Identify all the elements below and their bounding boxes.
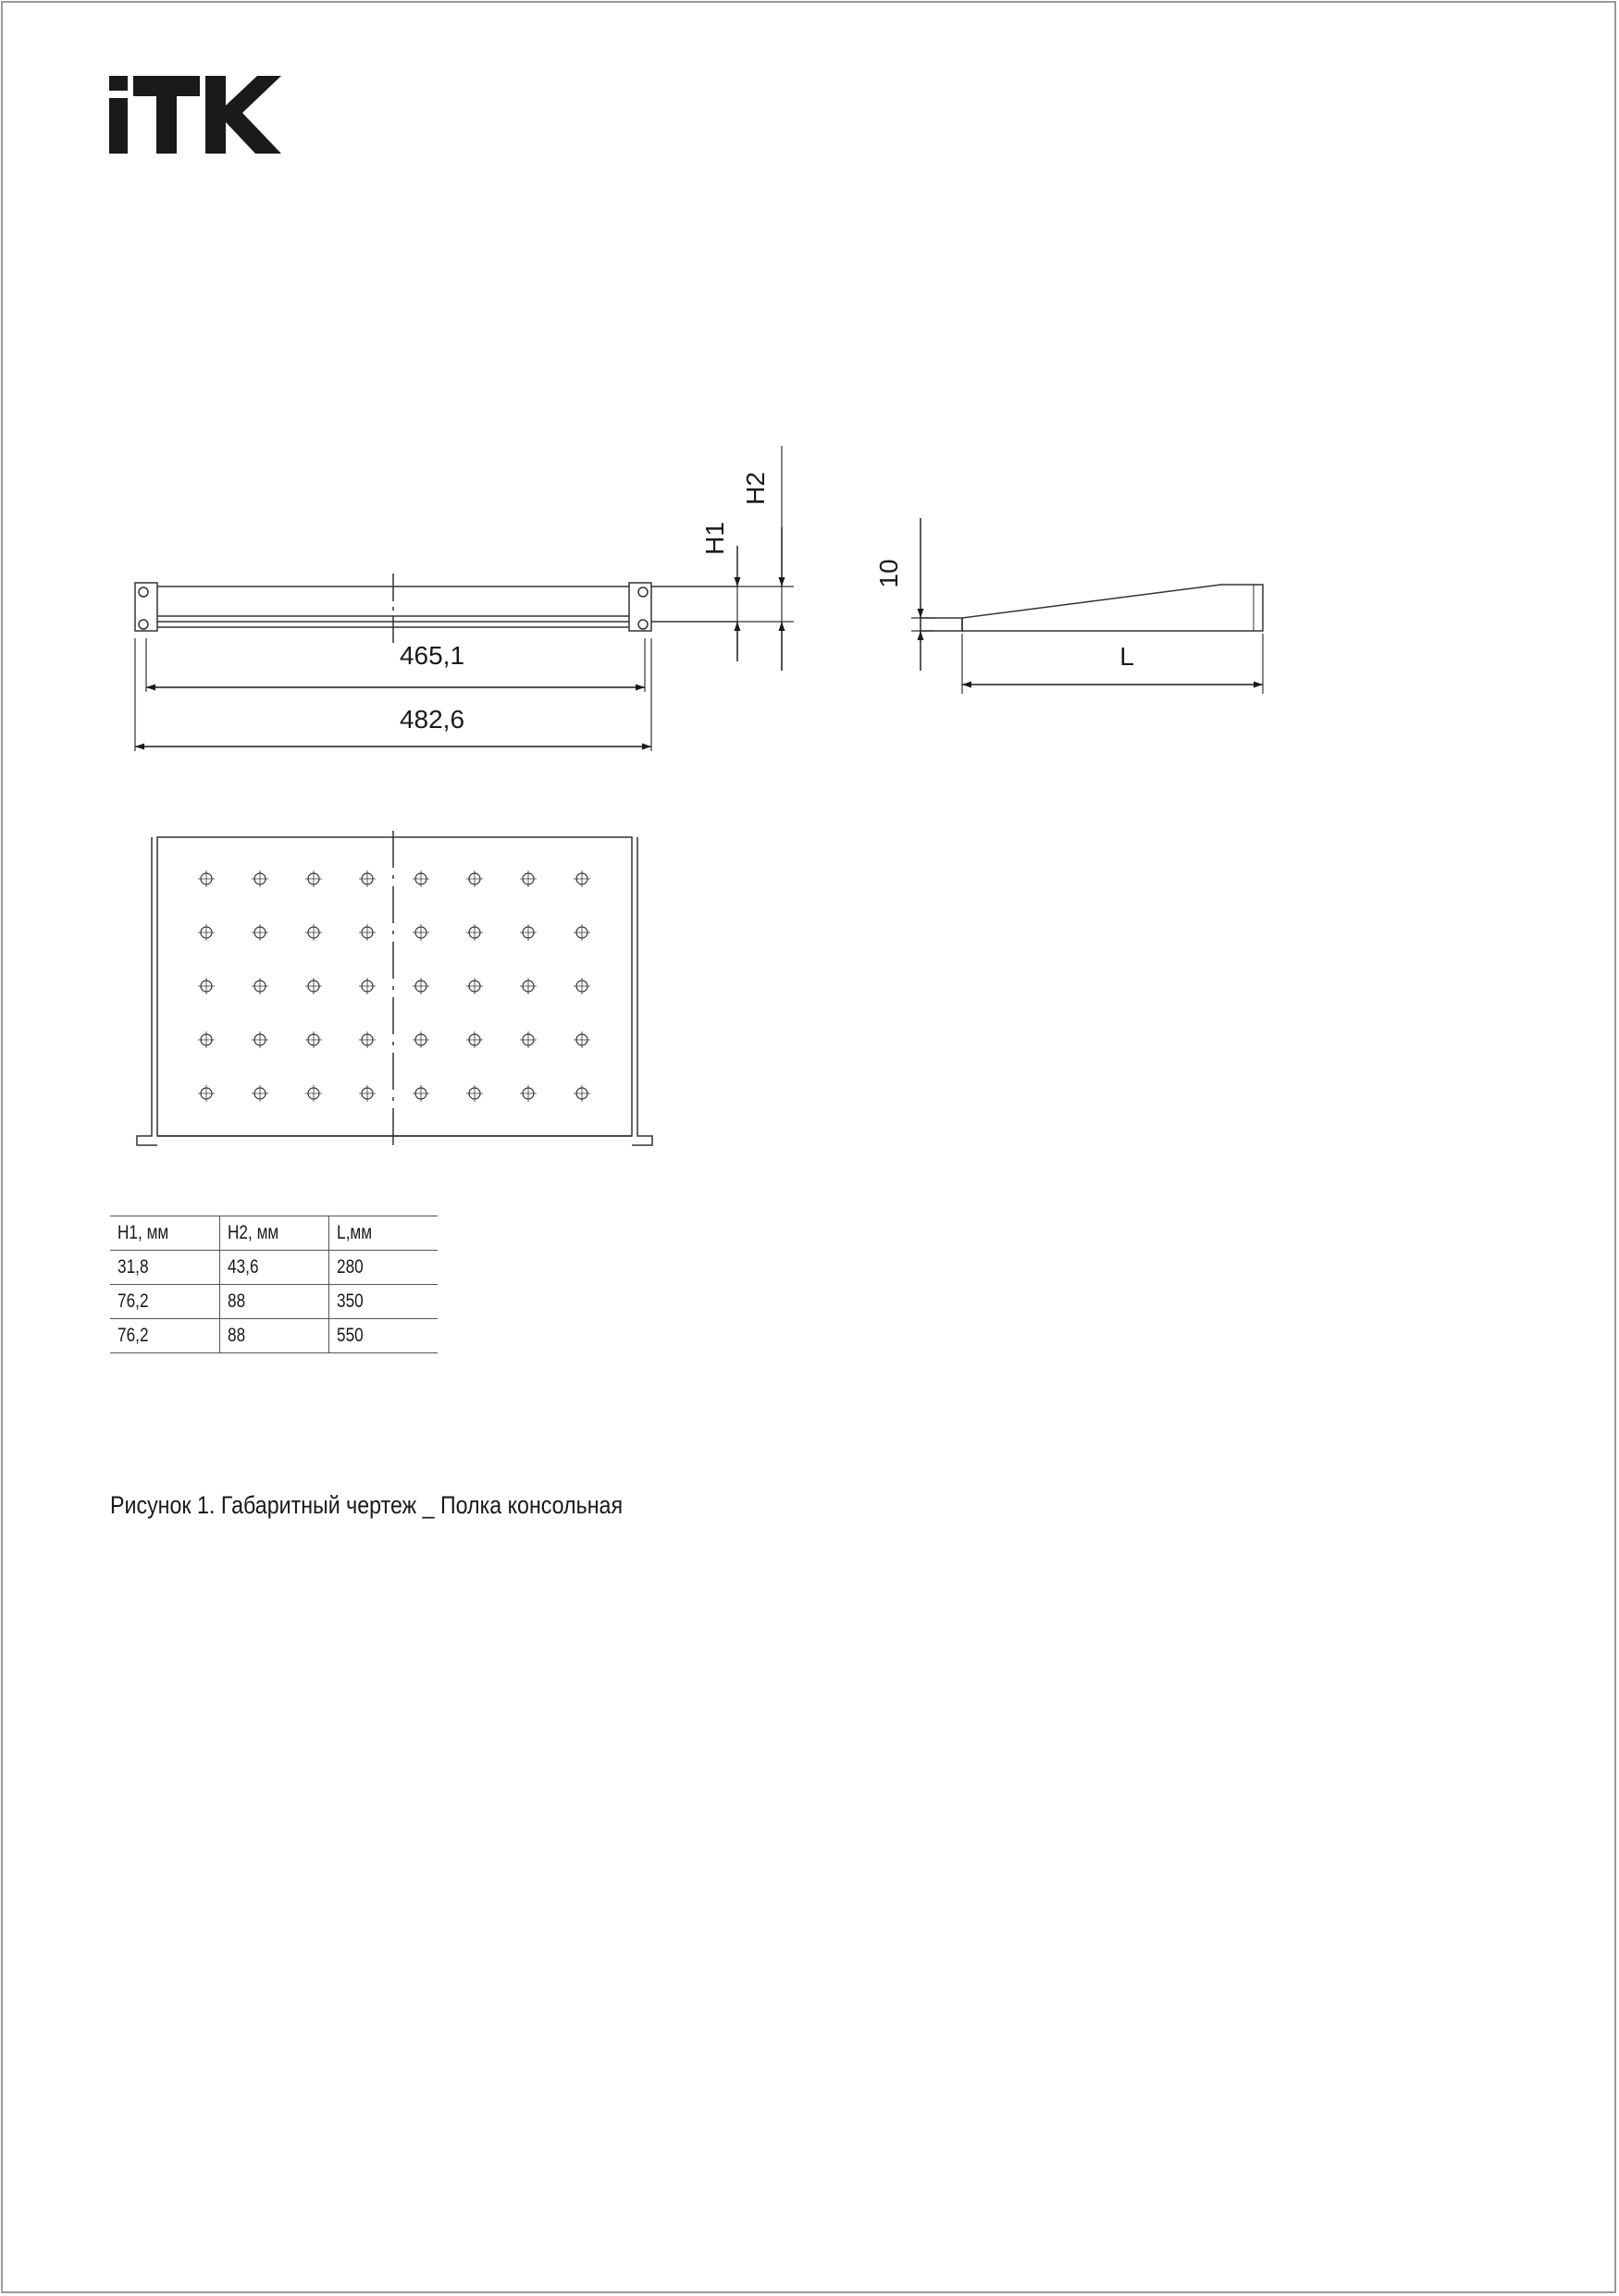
hole-crosshair: [413, 870, 429, 887]
hole-crosshair: [466, 924, 483, 941]
table-header-row: [110, 1216, 438, 1251]
hole-crosshair: [466, 1031, 483, 1048]
hole-crosshair: [198, 870, 215, 887]
hole-crosshair: [413, 978, 429, 994]
dim-10-label: 10: [874, 559, 903, 588]
cell-h1: 76,2: [110, 1285, 219, 1319]
dim-l-label: L: [1119, 642, 1134, 671]
hole-crosshair: [198, 924, 215, 941]
dim-h2-label: H2: [741, 472, 770, 505]
hole-crosshair: [252, 1031, 268, 1048]
cell-l: 280: [328, 1251, 438, 1285]
hole-crosshair: [359, 870, 376, 887]
hole-crosshair: [359, 1031, 376, 1048]
cell-l: 350: [328, 1285, 438, 1319]
cell-h2: 43,6: [219, 1251, 328, 1285]
figure-caption: Рисунок 1. Габаритный чертеж _ Полка консольная: [110, 1491, 624, 1519]
table-row: [110, 1319, 438, 1353]
hole-crosshair: [413, 924, 429, 941]
hole-crosshair: [466, 978, 483, 994]
hole-crosshair: [466, 870, 483, 887]
hole-crosshair: [305, 978, 322, 994]
hole-crosshair: [359, 1085, 376, 1102]
hole-crosshair: [252, 870, 268, 887]
hole-crosshair: [574, 1031, 590, 1048]
header-h1: H1, мм: [110, 1216, 219, 1251]
hole-crosshair: [520, 978, 537, 994]
dim-465: 465,1: [399, 641, 465, 670]
hole-crosshair: [198, 1085, 215, 1102]
cell-h2: 88: [219, 1319, 328, 1353]
hole-crosshair: [574, 924, 590, 941]
hole-crosshair: [305, 924, 322, 941]
dim-482: 482,6: [399, 705, 465, 734]
hole-crosshair: [574, 870, 590, 887]
hole-crosshair: [413, 1085, 429, 1102]
hole-crosshair: [252, 1085, 268, 1102]
hole-crosshair: [359, 978, 376, 994]
spec-table: [110, 1216, 438, 1353]
header-l: L,мм: [328, 1216, 438, 1251]
hole-crosshair: [520, 924, 537, 941]
hole-crosshair: [252, 978, 268, 994]
hole-crosshair: [198, 978, 215, 994]
hole-crosshair: [466, 1085, 483, 1102]
mounting-holes: [198, 870, 590, 1102]
hole-crosshair: [305, 870, 322, 887]
dim-h1-label: H1: [700, 522, 729, 555]
hole-crosshair: [413, 1031, 429, 1048]
hole-crosshair: [359, 924, 376, 941]
hole-crosshair: [574, 1085, 590, 1102]
header-h2: H2, мм: [219, 1216, 328, 1251]
table-row: [110, 1251, 438, 1285]
cell-l: 550: [328, 1319, 438, 1353]
hole-crosshair: [252, 924, 268, 941]
side-view: [911, 585, 1263, 694]
hole-crosshair: [520, 1085, 537, 1102]
hole-crosshair: [305, 1031, 322, 1048]
hole-crosshair: [305, 1085, 322, 1102]
hole-crosshair: [198, 1031, 215, 1048]
cell-h1: 31,8: [110, 1251, 219, 1285]
table-row: [110, 1285, 438, 1319]
cell-h1: 76,2: [110, 1319, 219, 1353]
hole-crosshair: [574, 978, 590, 994]
hole-crosshair: [520, 870, 537, 887]
cell-h2: 88: [219, 1285, 328, 1319]
hole-crosshair: [520, 1031, 537, 1048]
